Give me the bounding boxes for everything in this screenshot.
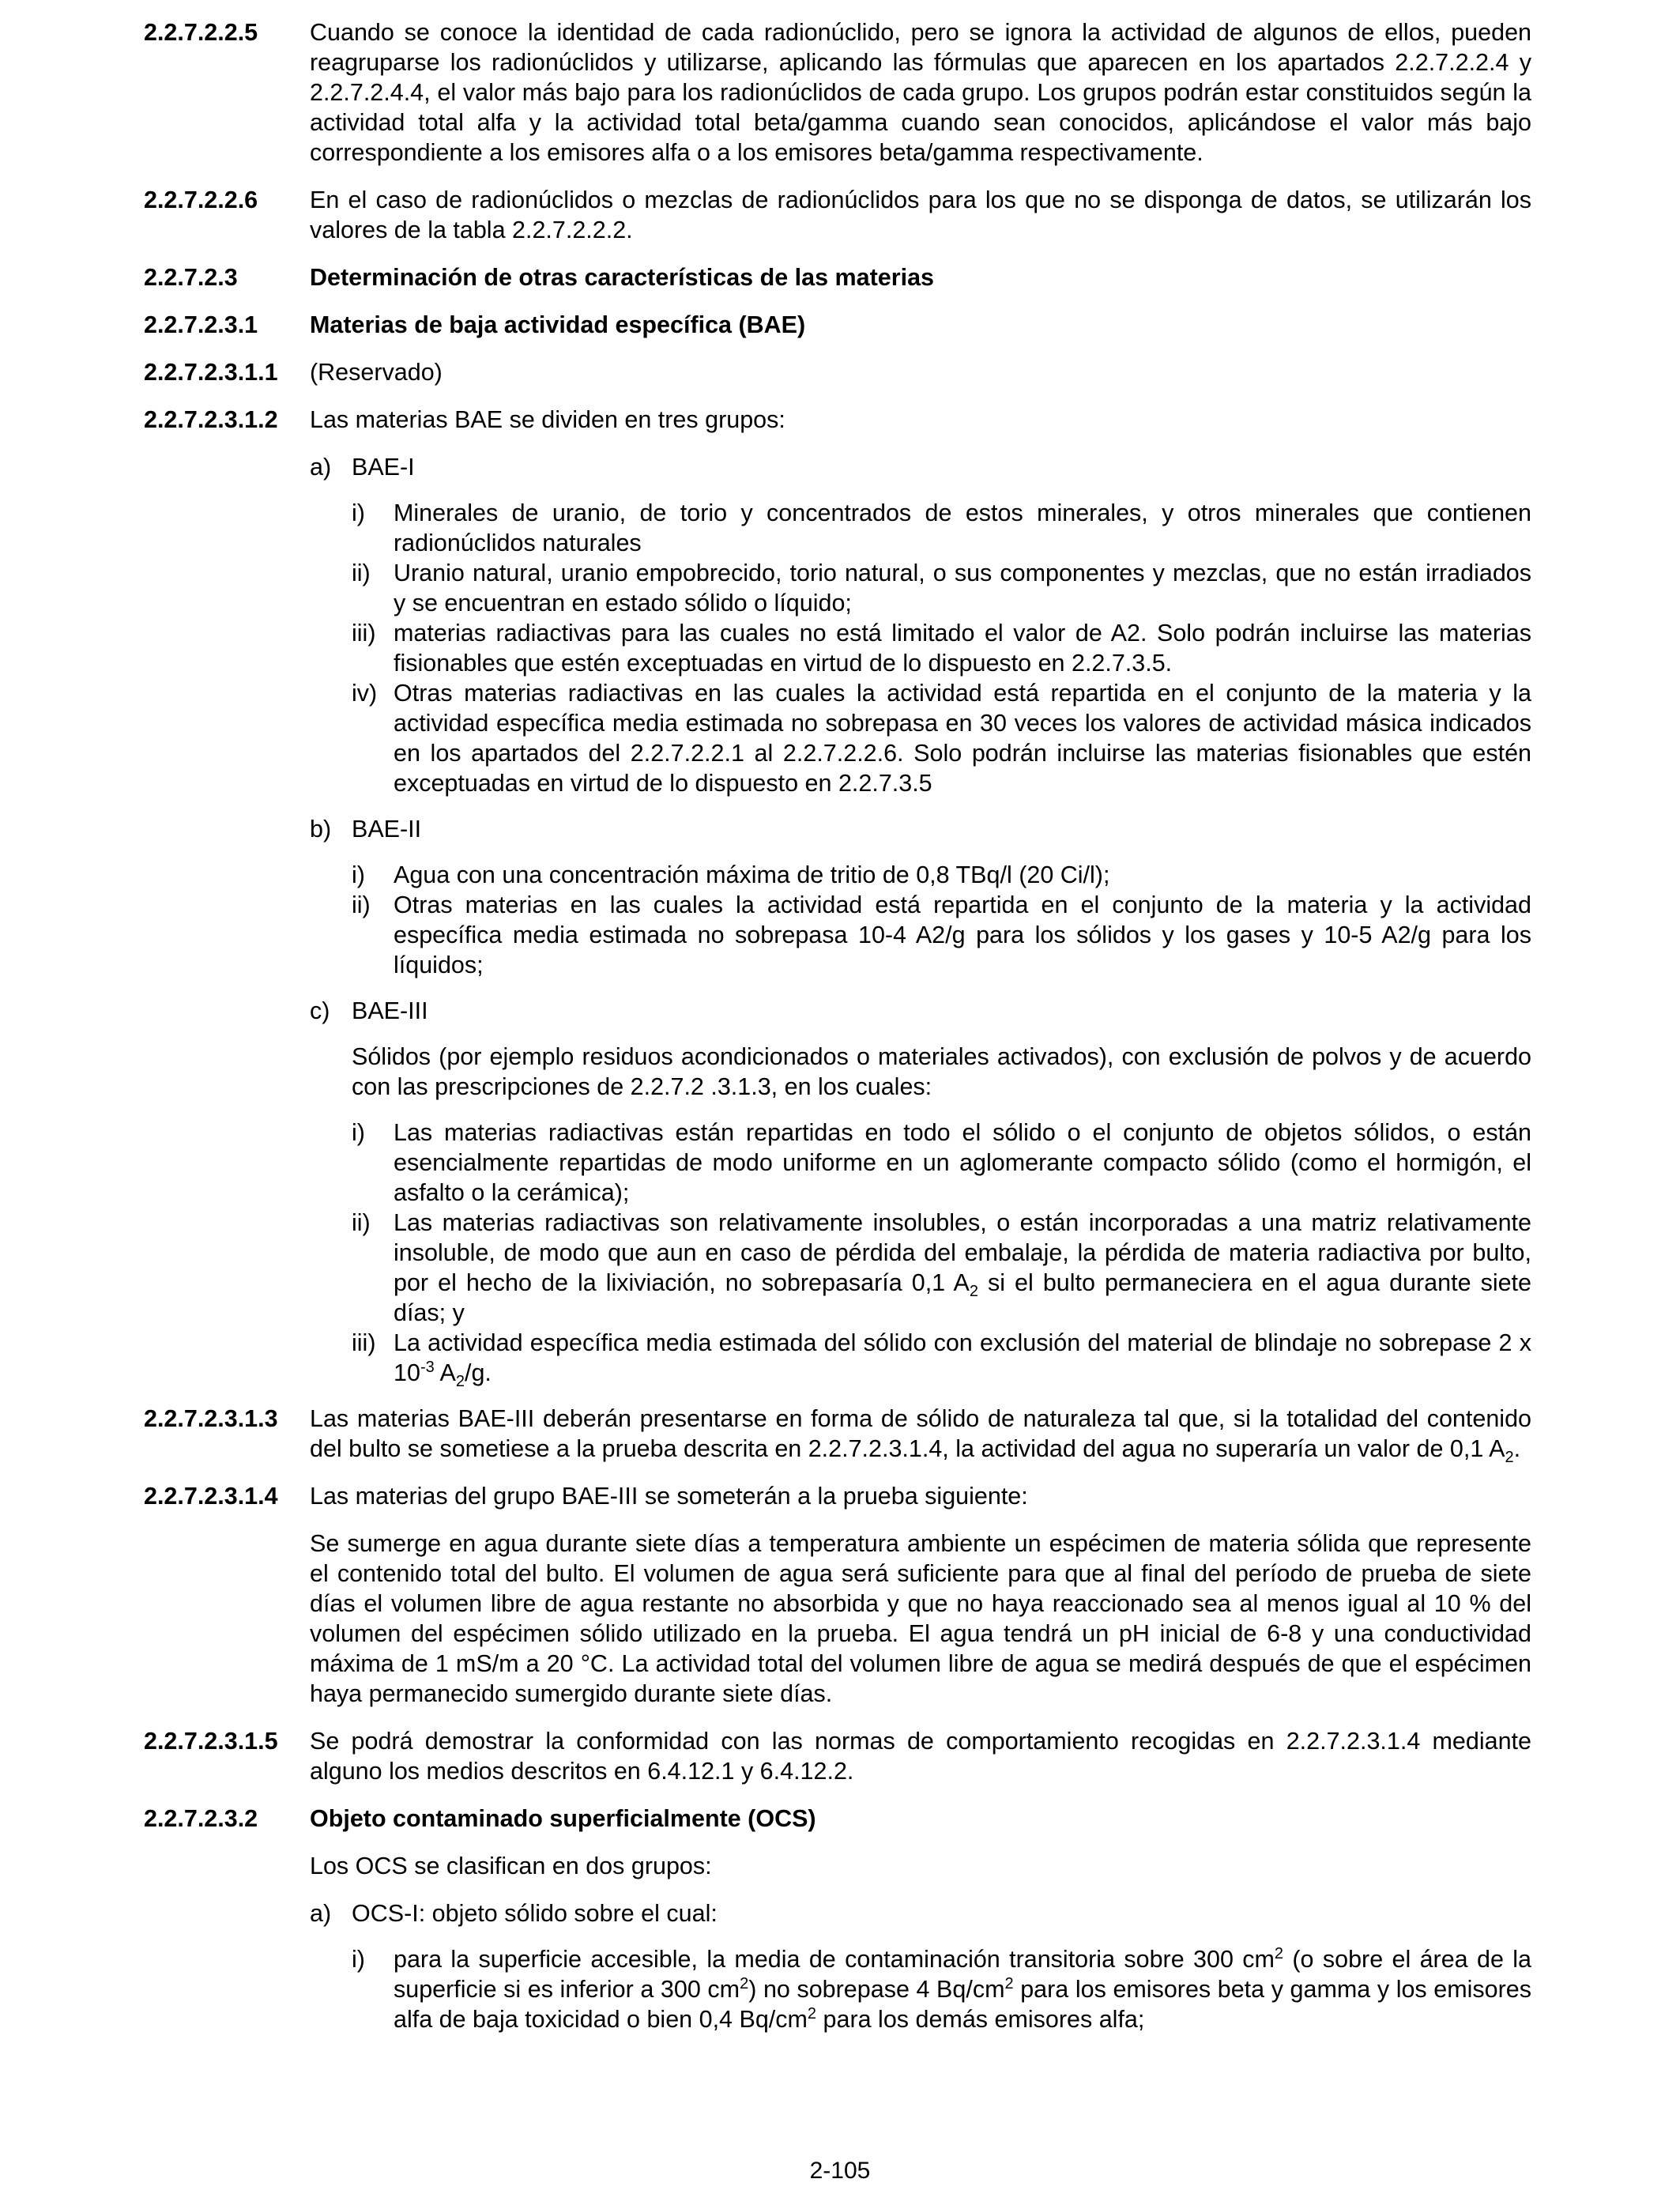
list-label: c)	[310, 997, 330, 1024]
section-number: 2.2.7.2.3.1.3	[144, 1405, 278, 1432]
text-run: .	[1513, 1435, 1521, 1462]
list-text: materias radiactivas para las cuales no está limitado el valor de A2. Solo podrán incluirse las materias fisionables que estén exceptuadas en virtud de lo dispuesto en 2.2.7.3.5.	[394, 620, 1531, 677]
paragraph-text: Las materias del grupo BAE-III se someterán a la prueba siguiente:	[310, 1483, 1028, 1510]
text-run: (o sobre el área de la superficie si es inferior a 300 cm	[394, 1946, 1531, 2003]
list-text: Las materias radiactivas están repartidas en todo el sólido o el conjunto de objetos sólidos, o están esencialmente repartidas de modo uniforme en un aglomerante compacto sólido (como el hormigón, el asfalto o la cerámica);	[394, 1119, 1531, 1206]
superscript: 2	[1274, 1944, 1284, 1962]
document-page	[144, 17, 1531, 2050]
list-label: a)	[310, 1900, 332, 1927]
text-run: si el bulto permaneciera en el agua durante siete días; y	[394, 1269, 1531, 1326]
list-item-ocs-i	[310, 1898, 1531, 1928]
list-title: BAE-I	[352, 454, 415, 481]
list-label: i)	[352, 499, 365, 526]
list-label: b)	[310, 816, 332, 843]
paragraph-2-2-7-2-3-1-1	[144, 357, 1531, 387]
list-label: ii)	[352, 560, 371, 586]
subscript: 2	[455, 1373, 465, 1391]
list-item	[352, 1328, 1531, 1391]
section-number: 2.2.7.2.2.5	[144, 19, 258, 46]
paragraph-text: Se podrá demostrar la conformidad con las normas de comportamiento recogidas en 2.2.7.2.3.1.4 mediante alguno los medios descritos en 6.4.12.1 y 6.4.12.2.	[310, 1728, 1531, 1785]
text-run: para los emisores beta y gamma y los emisores alfa de baja toxicidad o bien 0,4 Bq/cm	[394, 1976, 1532, 2033]
paragraph-text: (Reservado)	[310, 359, 443, 386]
list-label: iii)	[352, 1329, 376, 1356]
heading-2-2-7-2-3	[144, 262, 1531, 292]
list-title: BAE-II	[352, 816, 422, 843]
list-item	[352, 860, 1531, 890]
list-text: Agua con una concentración máxima de tritio de 0,8 TBq/l (20 Ci/l);	[394, 861, 1110, 888]
text-run: Las materias radiactivas son relativamente insolubles, o están incorporadas a una matriz relativamente insoluble, de modo que aun en caso de pérdida del embalaje, la pérdida de materia radiactiva por bulto, por el hecho de la lixiviación, no sobrepasaría 0,1 A	[394, 1209, 1531, 1296]
list-item	[352, 558, 1531, 618]
section-heading: Materias de baja actividad específica (BAE)	[310, 311, 806, 338]
text-run: A	[434, 1359, 456, 1386]
section-number: 2.2.7.2.3	[144, 264, 238, 291]
list-item-bae-ii	[310, 814, 1531, 844]
section-heading: Determinación de otras características de las materias	[310, 264, 935, 291]
list-text: Minerales de uranio, de torio y concentrados de estos minerales, y otros minerales que contienen radionúclidos naturales	[394, 499, 1531, 556]
list-label: i)	[352, 1119, 365, 1146]
section-number: 2.2.7.2.3.1	[144, 311, 258, 338]
bae-ii-sublist	[352, 860, 1531, 980]
text-run: /g.	[465, 1359, 492, 1386]
subscript: 2	[1505, 1449, 1514, 1467]
text-run: para los demás emisores alfa;	[816, 2006, 1145, 2033]
superscript: 2	[1004, 1974, 1014, 1992]
list-label: iii)	[352, 620, 376, 647]
list-text	[394, 1328, 1531, 1391]
list-text: Otras materias radiactivas en las cuales la actividad está repartida en el conjunto de la materia y la actividad específica media estimada no sobrepasa en 30 veces los valores de actividad másica indicados en los apartados del 2.2.7.2.2.1 al 2.2.7.2.2.6. Solo podrán incluirse las materias fisionables que estén exceptuadas en virtud de lo dispuesto en 2.2.7.3.5	[394, 680, 1531, 797]
paragraph-2-2-7-2-3-1-3	[144, 1404, 1531, 1467]
list-label: ii)	[352, 1209, 371, 1236]
list-label: a)	[310, 454, 332, 481]
ocs-i-sublist	[352, 1944, 1531, 2034]
list-item	[352, 1208, 1531, 1328]
list-item	[352, 890, 1531, 980]
list-text	[394, 1208, 1531, 1328]
bae-iii-intro: Sólidos (por ejemplo residuos acondicionados o materiales activados), con exclusión de polvos y de acuerdo con las prescripciones de 2.2.7.2 .3.1.3, en los cuales:	[352, 1043, 1531, 1100]
list-item	[352, 1118, 1531, 1208]
paragraph-2-2-7-2-3-1-5	[144, 1726, 1531, 1786]
list-text	[394, 1944, 1531, 2034]
list-item-bae-i	[310, 452, 1531, 482]
section-number: 2.2.7.2.3.1.5	[144, 1728, 278, 1755]
section-number: 2.2.7.2.3.2	[144, 1805, 258, 1832]
list-item	[352, 618, 1531, 678]
section-heading: Objeto contaminado superficialmente (OCS)	[310, 1805, 816, 1832]
superscript: 2	[740, 1974, 749, 1992]
paragraph-text: Los OCS se clasifican en dos grupos:	[310, 1853, 712, 1879]
paragraph-2-2-7-2-2-5	[144, 17, 1531, 168]
text-run: La actividad específica media estimada del sólido con exclusión del material de blindaje no sobrepase 2 x 10	[394, 1329, 1531, 1386]
heading-2-2-7-2-3-1	[144, 310, 1531, 340]
section-number: 2.2.7.2.2.6	[144, 187, 258, 213]
bae-i-sublist	[352, 498, 1531, 798]
paragraph-2-2-7-2-3-1-2	[144, 405, 1531, 435]
page-number: 2-105	[809, 2158, 871, 2184]
list-label: ii)	[352, 892, 371, 918]
paragraph-text: Cuando se conoce la identidad de cada radionúclido, pero se ignora la actividad de algunos de ellos, pueden reagruparse los radionúclidos y utilizarse, aplicando las fórmulas que aparecen en los apartados 2.2.7.2.2.4 y 2.2.7.2.4.4, el valor más bajo para los radionúclidos de cada grupo. Los grupos podrán estar constituidos según la actividad total alfa y la actividad total beta/gamma cuando sean conocidos, aplicándose el valor más bajo correspondiente a los emisores alfa o a los emisores beta/gamma respectivamente.	[310, 19, 1531, 166]
heading-2-2-7-2-3-2	[144, 1804, 1531, 1834]
section-number: 2.2.7.2.3.1.1	[144, 359, 278, 386]
paragraph-text: En el caso de radionúclidos o mezclas de radionúclidos para los que no se disponga de datos, se utilizarán los valores de la tabla 2.2.7.2.2.2.	[310, 187, 1531, 243]
paragraph-text: Las materias BAE se dividen en tres grupos:	[310, 406, 785, 433]
list-label: iv)	[352, 680, 378, 707]
list-label: i)	[352, 1946, 365, 1973]
superscript: 2	[807, 2004, 817, 2022]
text-run: Las materias BAE-III deberán presentarse en forma de sólido de naturaleza tal que, si la totalidad del contenido del bulto se sometiese a la prueba descrita en 2.2.7.2.3.1.4, la actividad del agua no superaría un valor de 0,1 A	[310, 1405, 1531, 1462]
paragraph-text: Se sumerge en agua durante siete días a temperatura ambiente un espécimen de materia sólida que represente el contenido total del bulto. El volumen de agua será suficiente para que al final del período de prueba de siete días el volumen libre de agua restante no absorbida y que no haya reaccionado sea al menos igual al 10 % del volumen del espécimen sólido utilizado en la prueba. El agua tendrá un pH inicial de 6-8 y una conductividad máxima de 1 mS/m a 20 °C. La actividad total del volumen libre de agua se medirá después de que el espécimen haya permanecido sumergido durante siete días.	[310, 1530, 1531, 1707]
section-number: 2.2.7.2.3.1.2	[144, 406, 278, 433]
list-item-bae-iii	[310, 996, 1531, 1026]
ocs-intro	[310, 1851, 1531, 1881]
list-title: BAE-III	[352, 997, 428, 1024]
list-label: i)	[352, 861, 365, 888]
paragraph-2-2-7-2-2-6	[144, 185, 1531, 245]
text-run: para la superficie accesible, la media de contaminación transitoria sobre 300 cm	[394, 1946, 1275, 1973]
text-run: ) no sobrepase 4 Bq/cm	[748, 1976, 1005, 2003]
paragraph-text	[310, 1404, 1531, 1467]
list-item	[352, 498, 1531, 558]
bae-iii-sublist	[352, 1118, 1531, 1391]
section-number: 2.2.7.2.3.1.4	[144, 1483, 278, 1510]
subscript: 2	[969, 1283, 978, 1301]
superscript: -3	[420, 1358, 435, 1376]
list-item	[352, 678, 1531, 798]
list-item	[352, 1944, 1531, 2034]
list-title: OCS-I: objeto sólido sobre el cual:	[352, 1900, 718, 1927]
paragraph-2-2-7-2-3-1-4	[144, 1481, 1531, 1709]
list-text: Uranio natural, uranio empobrecido, torio natural, o sus componentes y mezclas, que no están irradiados y se encuentran en estado sólido o líquido;	[394, 560, 1531, 616]
list-text: Otras materias en las cuales la actividad está repartida en el conjunto de la materia y la actividad específica media estimada no sobrepasa 10-4 A2/g para los sólidos y los gases y 10-5 A2/g para los líquidos;	[394, 892, 1531, 978]
